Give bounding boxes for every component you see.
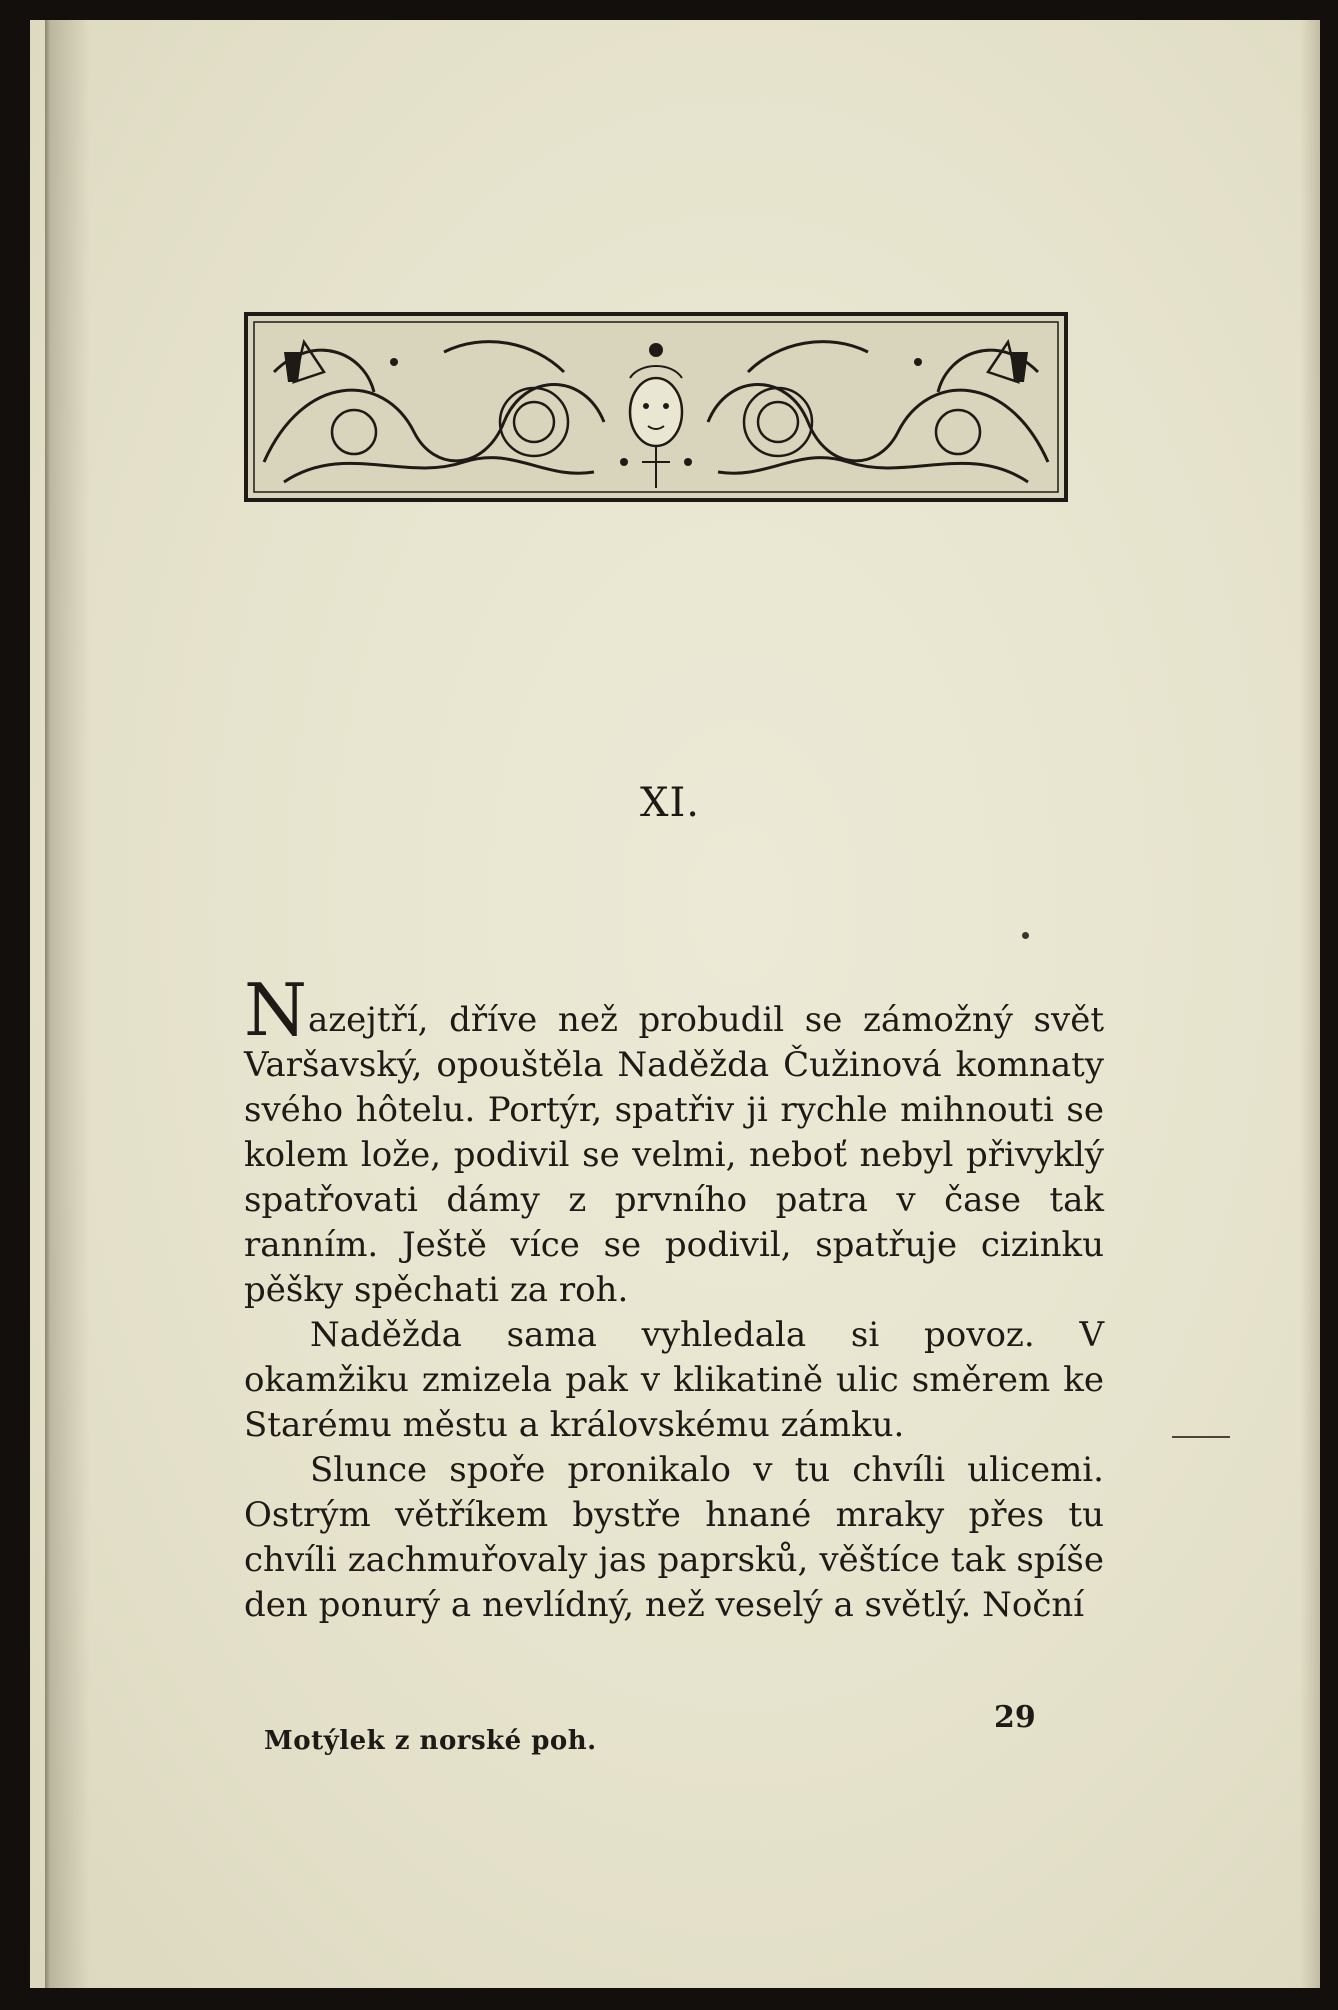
drop-cap-initial: N	[244, 968, 307, 1052]
decorative-headpiece-ornament	[244, 312, 1068, 502]
signature-line-title: Motýlek z norské poh.	[264, 1726, 597, 1756]
page-number: 29	[994, 1700, 1036, 1735]
gutter-shadow	[50, 20, 90, 1988]
page-edge-shadow	[1300, 20, 1320, 1988]
paragraph: Slunce spoře pronikalo v tu chvíli ulicemi. Ostrým větříkem bystře hnané mraky přes tu chvíli zachmuřovaly jas paprsků, věštíce tak spíše den ponurý a nevlídný, než veselý a světlý. Noční	[244, 1450, 1104, 1625]
print-speck	[1022, 932, 1029, 939]
paragraph	[244, 968, 1104, 1313]
body-text	[244, 968, 1104, 1628]
paragraph: Naděžda sama vyhledala si povoz. V okamžiku zmizela pak v klikatině ulic směrem ke Starému městu a královskému zámku.	[244, 1315, 1104, 1445]
margin-mark	[1172, 1436, 1230, 1438]
paragraph-text: azejtří, dříve než probudil se zámožný svět Varšavský, opouštěla Naděžda Čužinová komnaty svého hôtelu. Portýr, spatřiv ji rychle mihnouti se kolem lože, podivil se velmi, neboť nebyl přivyklý spatřovati dámy z prvního patra v čase tak ranním. Ještě více se podivil, spatřuje cizinku pěšky spěchati za roh.	[244, 1000, 1104, 1310]
chapter-number: XI.	[640, 780, 700, 826]
